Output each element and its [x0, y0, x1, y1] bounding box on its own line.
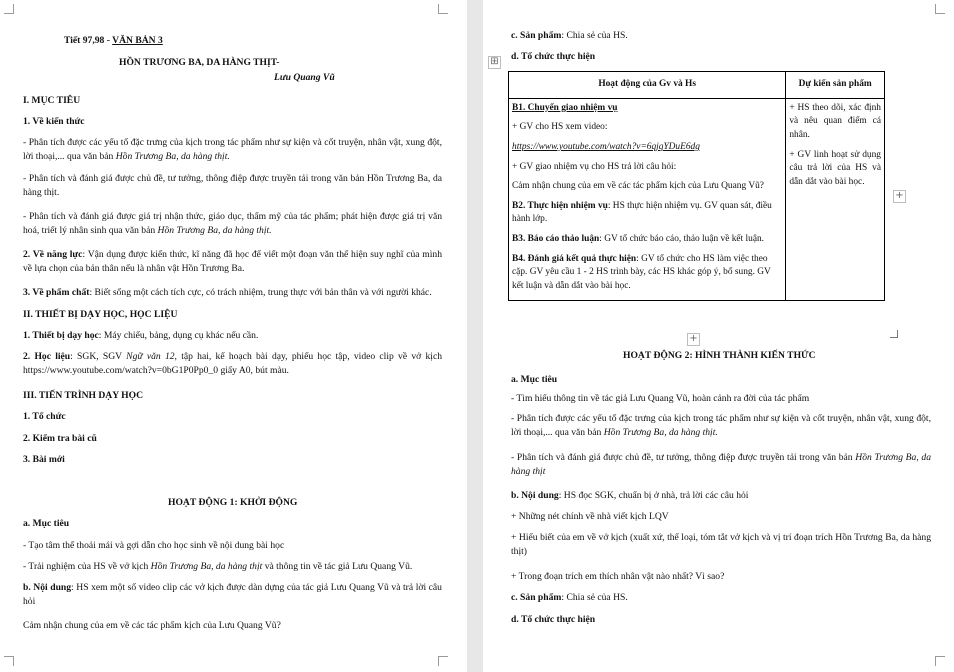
cell-text: B3. Báo cáo thảo luận: GV tổ chức báo cáo, thảo luận về kết luận. [512, 234, 765, 244]
subsection-heading: 1. Về kiến thức [23, 116, 85, 127]
crop-mark [935, 656, 945, 666]
paragraph: + Những nét chính về nhà viết kịch LQV [511, 511, 669, 522]
column-header: Hoạt động của Gv và Hs [509, 72, 786, 99]
paragraph: b. Nội dung: HS xem một số video clip các vở kịch được dàn dựng của tác giả Lưu Quang Vũ và trả lời câu hỏi [23, 582, 442, 607]
paragraph: - Tìm hiểu thông tin về tác giả Lưu Quang Vũ, hoàn cảnh ra đời của tác phẩm [511, 393, 810, 404]
video-link[interactable]: https://www.youtube.com/watch?v=6qjqYDuE6dg [512, 141, 700, 152]
add-column-button[interactable]: + [893, 190, 906, 203]
paragraph: + Hiểu biết của em về vở kịch (xuất xứ, thể loại, tóm tắt vở kịch và vị trí đoạn trích Hồn Trương Ba, da hàng thịt) [511, 532, 931, 557]
step-heading: 2. Kiểm tra bài cũ [23, 433, 97, 444]
add-row-button[interactable]: + [687, 333, 700, 346]
activity-table [508, 71, 885, 301]
paragraph: 3. Về phẩm chất: Biết sống một cách tích cực, có trách nhiệm, trung thực với bản thân và với người khác. [23, 287, 432, 298]
paragraph: + Trong đoạn trích em thích nhân vật nào nhất? Vì sao? [511, 571, 725, 582]
cell-text: Cảm nhận chung của em về các tác phẩm kịch của Lưu Quang Vũ? [512, 181, 764, 192]
paragraph: - Phân tích và đánh giá được giá trị nhận thức, giáo dục, thẩm mỹ của tác phẩm; phát hiện được giá trị văn hoá, triết lý nhân sinh qua văn bản Hồn Trương Ba, da hàng thịt. [23, 211, 442, 236]
step-heading: 1. Tổ chức [23, 411, 66, 422]
section-heading: II. THIẾT BỊ DẠY HỌC, HỌC LIỆU [23, 309, 178, 320]
activity-heading: HOẠT ĐỘNG 1: KHỞI ĐỘNG [168, 497, 298, 508]
paragraph: Cảm nhận chung của em về các tác phẩm kịch của Lưu Quang Vũ? [23, 620, 281, 631]
cell-text: + GV linh hoạt sử dụng câu trả lời của HS và dẫn dắt vào bài học. [789, 149, 881, 187]
section-heading: III. TIẾN TRÌNH DẠY HỌC [23, 390, 144, 401]
paragraph: 2. Về năng lực: Vận dụng được kiến thức, kĩ năng đã học để viết một đoạn văn thể hiện suy nghĩ của mình về lựa chọn của bản thân nếu là nhân vật Hồn Trương Ba. [23, 249, 442, 274]
paragraph: - Trải nghiệm của HS về vở kịch Hồn Trương Ba, da hàng thịt và thông tin về tác giả Lưu Quang Vũ. [23, 561, 413, 572]
table-row [509, 98, 885, 300]
crop-mark [935, 4, 945, 14]
column-header: Dự kiến sản phẩm [786, 72, 885, 99]
paragraph: - Phân tích và đánh giá được chủ đề, tư tưởng, thông điệp được truyền tải trong văn bản Hồn Trương Ba, da hàng thịt [511, 452, 931, 477]
crop-mark [4, 4, 14, 14]
subsection-heading: d. Tổ chức thực hiện [511, 51, 596, 62]
table-cell[interactable] [509, 98, 786, 300]
paragraph: - Phân tích được các yếu tố đặc trưng của kịch trong tác phẩm như sự kiện và cốt truyện, nhân vật, xung đột, lời thoại,... qua văn bản Hồn Trương Ba, da hàng thịt. [23, 137, 442, 162]
cell-text: + GV cho HS xem video: [512, 122, 608, 133]
author-name: Lưu Quang Vũ [274, 72, 335, 83]
cell-text: B2. Thực hiện nhiệm vụ: HS thực hiện nhiệm vụ. GV quan sát, điều hành lớp. [512, 200, 772, 225]
document-page-right [483, 0, 954, 672]
document-title: HỒN TRƯƠNG BA, DA HÀNG THỊT- [119, 57, 280, 68]
table-cell[interactable] [786, 98, 885, 300]
paragraph: - Tạo tâm thế thoải mái và gợi dẫn cho học sinh về nội dung bài học [23, 540, 285, 551]
subsection-heading: a. Mục tiêu [511, 374, 558, 385]
lesson-line: Tiết 97,98 - VĂN BẢN 3 [64, 35, 163, 46]
step-label: B1. Chuyển giao nhiệm vụ [512, 102, 618, 113]
cell-text: + HS theo dõi, xác định và nêu quan điểm cá nhân. [789, 102, 881, 140]
step-heading: 3. Bài mới [23, 454, 65, 465]
crop-mark [4, 656, 14, 666]
paragraph: c. Sản phẩm: Chia sẻ của HS. [511, 30, 628, 41]
paragraph: 1. Thiết bị dạy học: Máy chiếu, bảng, dụng cụ khác nếu cần. [23, 330, 259, 341]
table-move-handle[interactable]: ⊞ [488, 56, 501, 69]
paragraph: 2. Học liệu: SGK, SGV Ngữ văn 12, tập hai, kế hoạch bài dạy, phiếu học tập, video clip về vở kịch https://www.youtube.com/watch?v=0bG1P0Pp0_0 giấy A0, bút màu. [23, 351, 442, 376]
paragraph: b. Nội dung: HS đọc SGK, chuẩn bị ở nhà, trả lời các câu hỏi [511, 490, 749, 501]
paragraph: - Phân tích được các yếu tố đặc trưng của kịch trong tác phẩm như sự kiện và cốt truyện, nhân vật, xung đột, lời thoại,... qua văn bản Hồn Trương Ba, da hàng thịt. [511, 413, 931, 438]
cell-text: + GV giao nhiệm vụ cho HS trả lời câu hỏi: [512, 161, 677, 172]
table-resize-handle[interactable] [890, 330, 898, 338]
table-header-row [509, 72, 885, 99]
crop-mark [438, 656, 448, 666]
paragraph: - Phân tích và đánh giá được chủ đề, tư tưởng, thông điệp được truyền tải trong văn bản Hồn Trương Ba, da hàng thịt. [23, 173, 442, 198]
paragraph: c. Sản phẩm: Chia sẻ của HS. [511, 592, 628, 603]
document-page-left [0, 0, 467, 672]
subsection-heading: a. Mục tiêu [23, 518, 70, 529]
activity-heading: HOẠT ĐỘNG 2: HÌNH THÀNH KIẾN THỨC [623, 350, 816, 361]
crop-mark [438, 4, 448, 14]
subsection-heading: d. Tổ chức thực hiện [511, 614, 596, 625]
section-heading: I. MỤC TIÊU [23, 95, 81, 106]
cell-text: B4. Đánh giá kết quả thực hiện: GV tổ chức cho HS làm việc theo cặp. GV yêu cầu 1 - 2 HS trình bày, các HS khác góp ý, bổ sung. GV kết luận và dẫn dắt vào bài học. [512, 253, 771, 291]
page-gap [467, 0, 483, 672]
